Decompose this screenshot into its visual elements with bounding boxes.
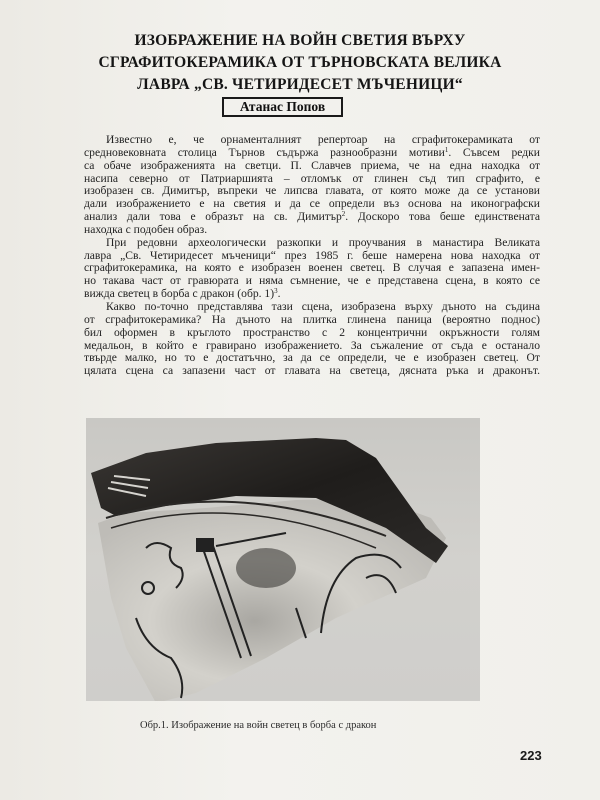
- footnote-ref[interactable]: 1: [444, 145, 449, 154]
- text-line: средновековната столица Търнов съдържа разнообразни мотиви$^1$. Съвсем редки: [84, 145, 540, 159]
- footnote-ref[interactable]: 2: [341, 210, 346, 219]
- text-line: са обаче изображенията на светци. П. Славчев приема, че на една находка от: [84, 158, 540, 172]
- title-line-3: ЛАВРА „СВ. ЧЕТИРИДЕСЕТ МЪЧЕНИЦИ“: [137, 76, 463, 93]
- text-line: находка с подобен образ.: [84, 222, 208, 236]
- text-line: твърде малко, но то е достатъчно, за да се определи, че е изобразен светец. От: [84, 351, 540, 365]
- text-line: Какво по-точно представлява тази сцена, изобразена върху дъното на съдина: [106, 299, 540, 313]
- title-line-1: ИЗОБРАЖЕНИЕ НА ВОЙН СВЕТИЯ ВЪРХУ: [134, 32, 466, 49]
- title-line-2: СГРАФИТОКЕРАМИКА ОТ ТЪРНОВСКАТА ВЕЛИКА: [98, 54, 502, 71]
- text-line: анализ дали това е образът на св. Димитър$^2$. Доскоро това беше единствената: [84, 210, 540, 224]
- text-line: но такава част от гравюрата и няма съмнение, че е представена сцена, в която се: [84, 274, 540, 288]
- text-line: При редовни археологически разкопки и проучвания в манастира Великата: [106, 235, 540, 249]
- text-line: Известно е, че орнаменталният репертоар на сграфитокерамиката от: [106, 133, 540, 146]
- text-line: насипа северно от Патриаршията – отломък от глинен съд тип сграфито, е: [84, 171, 540, 185]
- article-title: [60, 30, 540, 96]
- page-number: 223: [520, 748, 542, 763]
- article-body: [84, 134, 540, 378]
- text-line: дали изображението е на светия и да се определи въз основа на иконографски: [84, 197, 540, 211]
- text-line: сграфитокерамика, на която е изобразен военен светец. В случая е запазена имен-: [84, 261, 540, 275]
- text-line: лавра „Св. Четиридесет мъченици“ през 1985 г. беше намерена нова находка от: [84, 248, 540, 262]
- text-line: медальон, в който е гравирано изображението. За съжаление от съда е останало: [84, 338, 540, 352]
- figure-photo: [86, 418, 480, 701]
- text-line: бил оформен в кръглото пространство с 2 концентрични окръжности голям: [84, 325, 540, 339]
- text-line: вижда светец в борба с дракон (обр. 1)$^3$.: [84, 287, 281, 301]
- text-line: изобразен св. Димитър, въпреки че липсва главата, от която може да се установи: [84, 184, 540, 198]
- text-line: от сграфитокерамика? На дъното на плитка глинена паница (вероятно поднос): [84, 312, 540, 326]
- figure-caption: Обр.1. Изображение на войн светец в борба с дракон: [140, 720, 377, 731]
- footnote-ref[interactable]: 3: [274, 287, 278, 296]
- ceramic-shard-image: [86, 418, 480, 701]
- text-line: цялата сцена са запазени част от главата на светеца, дясната ръка и драконът.: [84, 364, 540, 378]
- author-box: Атанас Попов: [222, 97, 343, 117]
